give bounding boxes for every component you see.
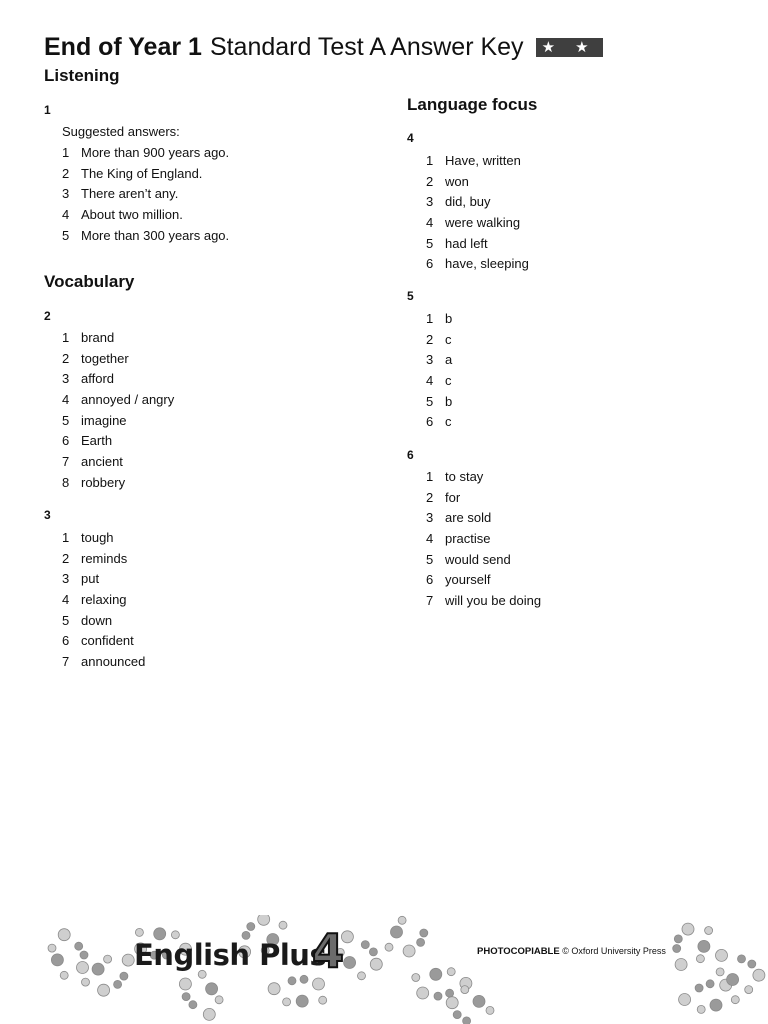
page-title: End of Year 1 [44, 33, 202, 61]
pattern-dot [453, 1011, 461, 1019]
question-1-intro: Suggested answers: [62, 124, 180, 139]
pattern-dot [705, 927, 713, 935]
answer-text: announced [81, 654, 146, 670]
answer-item [62, 631, 145, 652]
answer-text: b [445, 311, 453, 326]
answer-number: 6 [62, 433, 70, 449]
pattern-dot [203, 1008, 215, 1020]
pattern-dot [247, 923, 255, 931]
pattern-dot [300, 975, 308, 983]
copyright-text: © Oxford University Press [562, 946, 666, 956]
answer-text: About two million. [81, 207, 183, 223]
answer-text: confident [81, 633, 134, 649]
answer-item [426, 488, 541, 509]
pattern-dot [398, 916, 406, 924]
pattern-dot [60, 971, 68, 979]
answer-number: 5 [62, 612, 70, 628]
answer-number: 2 [426, 331, 434, 347]
pattern-dot [80, 951, 88, 959]
answer-number: 2 [62, 165, 70, 181]
pattern-dot [313, 978, 325, 990]
pattern-dot [417, 938, 425, 946]
answer-number: 1 [426, 153, 434, 168]
pattern-dot [748, 960, 756, 968]
answer-number: 3 [62, 371, 70, 387]
question-number-1: 1 [44, 103, 51, 117]
answer-text: won [445, 173, 469, 189]
pattern-dot [417, 987, 429, 999]
answer-text: did, buy [445, 194, 491, 210]
answer-text: robbery [81, 474, 126, 490]
pattern-dot [697, 1005, 705, 1013]
pattern-dot [279, 921, 287, 929]
pattern-dot [420, 929, 428, 937]
question-number-3: 3 [44, 508, 51, 522]
question-5-answers [426, 309, 452, 433]
answer-text: together [81, 350, 129, 366]
section-title-vocabulary: Vocabulary [44, 272, 135, 291]
pattern-dot [463, 1017, 471, 1024]
answer-number: 5 [62, 227, 70, 243]
pattern-dot [258, 915, 270, 925]
pattern-dot [370, 958, 382, 970]
answer-text: relaxing [81, 592, 127, 608]
answer-item [62, 528, 145, 549]
answer-text: brand [81, 330, 115, 345]
answer-number: 4 [62, 207, 70, 223]
photocopiable-label: PHOTOCOPIABLE [477, 946, 560, 957]
pattern-dot [344, 957, 356, 969]
answer-item [426, 330, 452, 351]
section-title-listening: Listening [44, 66, 120, 85]
answer-item [426, 309, 452, 330]
pattern-dot [682, 923, 694, 935]
answer-text: c [445, 373, 452, 389]
answer-number: 3 [62, 186, 70, 202]
answer-text: a [445, 352, 453, 368]
answer-number: 5 [426, 551, 434, 567]
answer-number: 4 [426, 373, 434, 389]
answer-text: c [445, 414, 452, 430]
answer-item [62, 164, 229, 185]
pattern-dot [695, 984, 703, 992]
level-number-logo: 4 [312, 924, 345, 978]
answer-item [426, 529, 541, 550]
pattern-dot [461, 986, 469, 994]
answer-item [62, 431, 174, 452]
pattern-dot [675, 959, 687, 971]
answer-number: 2 [62, 550, 70, 566]
pattern-dot [738, 955, 746, 963]
answer-item [62, 569, 145, 590]
answer-number: 3 [426, 510, 434, 526]
pattern-dot [679, 994, 691, 1006]
answer-text: The King of England. [81, 165, 203, 181]
pattern-dot [288, 977, 296, 985]
answer-number: 7 [62, 654, 70, 670]
answer-item [426, 570, 541, 591]
pattern-dot [434, 992, 442, 1000]
answer-text: will you be doing [445, 593, 542, 609]
question-number-5: 5 [407, 289, 414, 303]
question-number-2: 2 [44, 309, 51, 323]
difficulty-stars: ★ ★ [536, 38, 603, 57]
footer-pattern-graphic [0, 915, 768, 1024]
question-6-answers [426, 467, 541, 612]
question-number-6: 6 [407, 448, 414, 462]
answer-text: There aren’t any. [81, 186, 179, 202]
pattern-dot [447, 968, 455, 976]
answer-item [62, 226, 229, 247]
pattern-dot [82, 978, 90, 986]
page-subtitle: Standard Test A Answer Key [209, 33, 524, 61]
answer-item [62, 143, 229, 164]
pattern-dot [446, 997, 458, 1009]
pattern-dot [696, 955, 704, 963]
answer-text: would send [445, 551, 511, 567]
answer-text: reminds [81, 550, 128, 566]
pattern-dot [473, 995, 485, 1007]
pattern-dot [731, 996, 739, 1004]
answer-item [62, 590, 145, 611]
answer-item [62, 369, 174, 390]
pattern-dot [179, 978, 191, 990]
pattern-dot [75, 942, 83, 950]
pattern-dot [403, 945, 415, 957]
pattern-dot [296, 995, 308, 1007]
pattern-dot [92, 963, 104, 975]
pattern-dot [385, 943, 393, 951]
answer-number: 3 [62, 571, 70, 587]
pattern-dot [77, 962, 89, 974]
answer-text: down [81, 612, 113, 628]
answer-text: ancient [81, 454, 123, 470]
answer-text: c [445, 331, 452, 347]
answer-number: 5 [426, 393, 434, 409]
answer-number: 5 [426, 235, 434, 251]
pattern-dot [430, 968, 442, 980]
answer-item [62, 390, 174, 411]
answer-text: tough [81, 530, 114, 545]
answer-number: 2 [426, 173, 434, 189]
answer-number: 7 [426, 593, 434, 609]
answer-number: 4 [62, 392, 70, 408]
pattern-dot [753, 969, 765, 981]
pattern-dot [206, 983, 218, 995]
pattern-dot [698, 940, 710, 952]
pattern-dot [727, 974, 739, 986]
pattern-dot [706, 980, 714, 988]
pattern-dot [120, 972, 128, 980]
answer-number: 1 [62, 145, 70, 160]
answer-item [426, 467, 541, 488]
answer-item [426, 371, 452, 392]
page-header [44, 33, 603, 62]
answer-text: for [445, 489, 461, 505]
question-1-answers [62, 143, 229, 246]
answer-item [426, 412, 452, 433]
answer-item [62, 549, 145, 570]
pattern-dot [674, 935, 682, 943]
pattern-dot [716, 949, 728, 961]
answer-item [62, 473, 174, 494]
answer-number: 3 [426, 352, 434, 368]
answer-number: 6 [426, 414, 434, 430]
answer-text: Earth [81, 433, 113, 449]
answer-number: 6 [426, 572, 434, 588]
answer-number: 4 [426, 215, 434, 231]
pattern-dot [104, 955, 112, 963]
pattern-dot [58, 929, 70, 941]
answer-item [426, 550, 541, 571]
pattern-dot [122, 954, 134, 966]
answer-item [426, 234, 529, 255]
section-title-language-focus: Language focus [407, 95, 538, 114]
question-3-answers [62, 528, 145, 673]
pattern-dot [391, 926, 403, 938]
pattern-dot [189, 1001, 197, 1009]
pattern-dot [48, 944, 56, 952]
pattern-dot [215, 996, 223, 1004]
answer-number: 1 [426, 311, 434, 326]
answer-text: yourself [445, 572, 491, 588]
answer-text: practise [445, 531, 491, 547]
pattern-dot [745, 986, 753, 994]
answer-item [62, 611, 145, 632]
pattern-dot [268, 983, 280, 995]
answer-text: b [445, 393, 453, 409]
answer-number: 2 [62, 350, 70, 366]
answer-text: Have, written [445, 153, 521, 168]
answer-item [62, 184, 229, 205]
question-4-answers [426, 151, 529, 275]
pattern-dot [369, 948, 377, 956]
pattern-dot [319, 996, 327, 1004]
answer-item [62, 349, 174, 370]
answer-item [426, 151, 529, 172]
answer-number: 1 [62, 330, 70, 345]
answer-number: 6 [426, 256, 434, 272]
pattern-dot [135, 928, 143, 936]
pattern-dot [710, 999, 722, 1011]
answer-number: 4 [62, 592, 70, 608]
answer-text: are sold [445, 510, 492, 526]
answer-text: annoyed / angry [81, 392, 175, 408]
answer-number: 7 [62, 454, 70, 470]
pattern-dot [673, 945, 681, 953]
answer-item [426, 350, 452, 371]
answer-number: 1 [426, 469, 434, 484]
answer-text: have, sleeping [445, 256, 529, 272]
pattern-dot [182, 993, 190, 1001]
answer-item [426, 192, 529, 213]
pattern-dot [114, 980, 122, 988]
pattern-dot [412, 974, 420, 982]
pattern-dot [361, 941, 369, 949]
answer-text: to stay [445, 469, 484, 484]
pattern-dot [51, 954, 63, 966]
pattern-dot [716, 968, 724, 976]
pattern-dot [98, 984, 110, 996]
pattern-dot [486, 1006, 494, 1014]
copyright-line [477, 946, 666, 957]
answer-text: imagine [81, 412, 127, 428]
answer-item [426, 254, 529, 275]
answer-number: 2 [426, 489, 434, 505]
answer-item [62, 452, 174, 473]
answer-text: More than 900 years ago. [81, 145, 230, 160]
answer-number: 8 [62, 474, 70, 490]
answer-text: put [81, 571, 100, 587]
answer-item [426, 392, 452, 413]
answer-number: 1 [62, 530, 70, 545]
pattern-dot [446, 989, 454, 997]
answer-number: 3 [426, 194, 434, 210]
question-2-answers [62, 328, 174, 494]
answer-item [426, 172, 529, 193]
answer-item [426, 508, 541, 529]
question-number-4: 4 [407, 131, 414, 145]
answer-number: 6 [62, 633, 70, 649]
pattern-dot [358, 972, 366, 980]
answer-number: 4 [426, 531, 434, 547]
answer-item [426, 591, 541, 612]
answer-item [426, 213, 529, 234]
pattern-dot [283, 998, 291, 1006]
answer-item [62, 411, 174, 432]
answer-number: 5 [62, 412, 70, 428]
answer-item [62, 328, 174, 349]
brand-logo: English Plus [134, 938, 327, 972]
answer-text: afford [81, 371, 115, 387]
answer-item [62, 205, 229, 226]
answer-text: had left [445, 235, 488, 251]
answer-text: More than 300 years ago. [81, 227, 230, 243]
answer-text: were walking [445, 215, 521, 231]
answer-item [62, 652, 145, 673]
